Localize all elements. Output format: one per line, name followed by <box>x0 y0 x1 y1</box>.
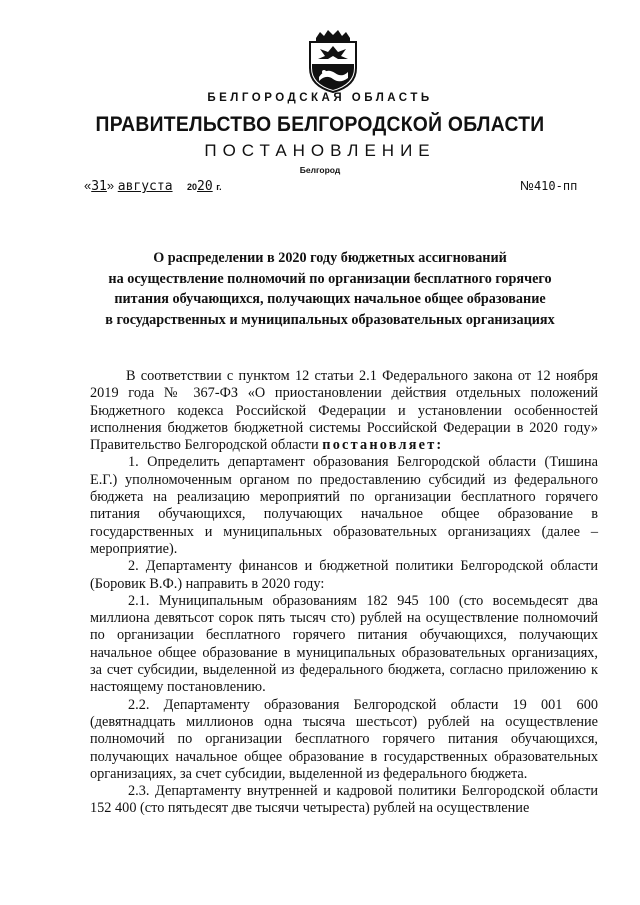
title-line: О распределении в 2020 году бюджетных ассигнований <box>153 250 507 266</box>
clause-2-2: 2.2. Департаменту образования Белгородской области 19 001 600 (девятнадцать миллионов одна тысяча шестьсот) рублей на осуществление полномочий по организации бесплатного горячего питания обучающихся, получающих начальное общее образование в государственных образовательных организациях, за счет субсидии, выделенной из федерального бюджета. <box>90 696 598 782</box>
date-month: августа <box>117 179 173 194</box>
date-day: 31 <box>91 179 107 194</box>
decree-title <box>80 248 580 330</box>
belgorod-coat-of-arms-icon <box>302 28 364 94</box>
clause-2-3: 2.3. Департаменту внутренней и кадровой политики Белгородской области 152 400 (сто пятьдесят две тысячи четыреста) рублей на осуществление <box>90 783 598 817</box>
clause-1: 1. Определить департамент образования Белгородской области (Тишина Е.Г.) уполномоченным органом по предоставлению субсидий из федерального бюджета на реализацию мероприятий по организации бесплатного горячего питания обучающихся, получающих начальное общее образование в государственных и муниципальных образовательных организациях (далее – мероприятие). <box>90 454 598 557</box>
clause-2: 2. Департаменту финансов и бюджетной политики Белгородской области (Боровик В.Ф.) направить в 2020 году: <box>90 558 598 592</box>
preamble-paragraph <box>90 368 598 454</box>
document-type: ПОСТАНОВЛЕНИЕ <box>204 141 436 160</box>
decree-number <box>520 178 577 193</box>
decree-body <box>90 368 598 818</box>
date-year-mark: г. <box>216 182 222 192</box>
title-line: в государственных и муниципальных образовательных организациях <box>105 311 555 328</box>
title-line: на осуществление полномочий по организации бесплатного горячего <box>108 270 552 287</box>
title-line: питания обучающихся, получающих начальное общее образование <box>114 291 546 307</box>
date-year-suffix: 20 <box>197 179 213 194</box>
resolves-word: постановляет: <box>322 437 444 454</box>
date-quote-open: « <box>84 178 92 193</box>
city-name: Белгород <box>299 165 341 175</box>
region-name: БЕЛГОРОДСКАЯ ОБЛАСТЬ <box>207 92 433 104</box>
date-quote-close: » <box>106 178 115 193</box>
preamble-text: В соответствии с пунктом 12 статьи 2.1 Федерального закона от 12 ноября 2019 года № 367-ФЗ «О приостановлении действия отдельных положений Бюджетного кодекса Российской Федерации и установлении особенностей исполнения бюджетов бюджетной системы Российской Федерации в 2020 году» Правительство Белгородской области <box>90 368 598 454</box>
number-prefix: № <box>520 178 534 193</box>
government-name: ПРАВИТЕЛЬСТВО БЕЛГОРОДСКОЙ ОБЛАСТИ <box>95 113 545 136</box>
clause-2-1: 2.1. Муниципальным образованиям 182 945 100 (сто восемьдесят два миллиона девятьсот сорок пять тысяч сто) рублей на осуществление полномочий по организации бесплатного горячего питания обучающихся, получающих начальное общее образование в муниципальных образовательных организациях, за счет субсидии, выделенной из федерального бюджета, согласно приложению к настоящему постановлению. <box>90 592 598 696</box>
decree-date <box>84 178 222 194</box>
number-value: 410-пп <box>533 179 578 193</box>
date-year-prefix: 20 <box>187 182 198 192</box>
